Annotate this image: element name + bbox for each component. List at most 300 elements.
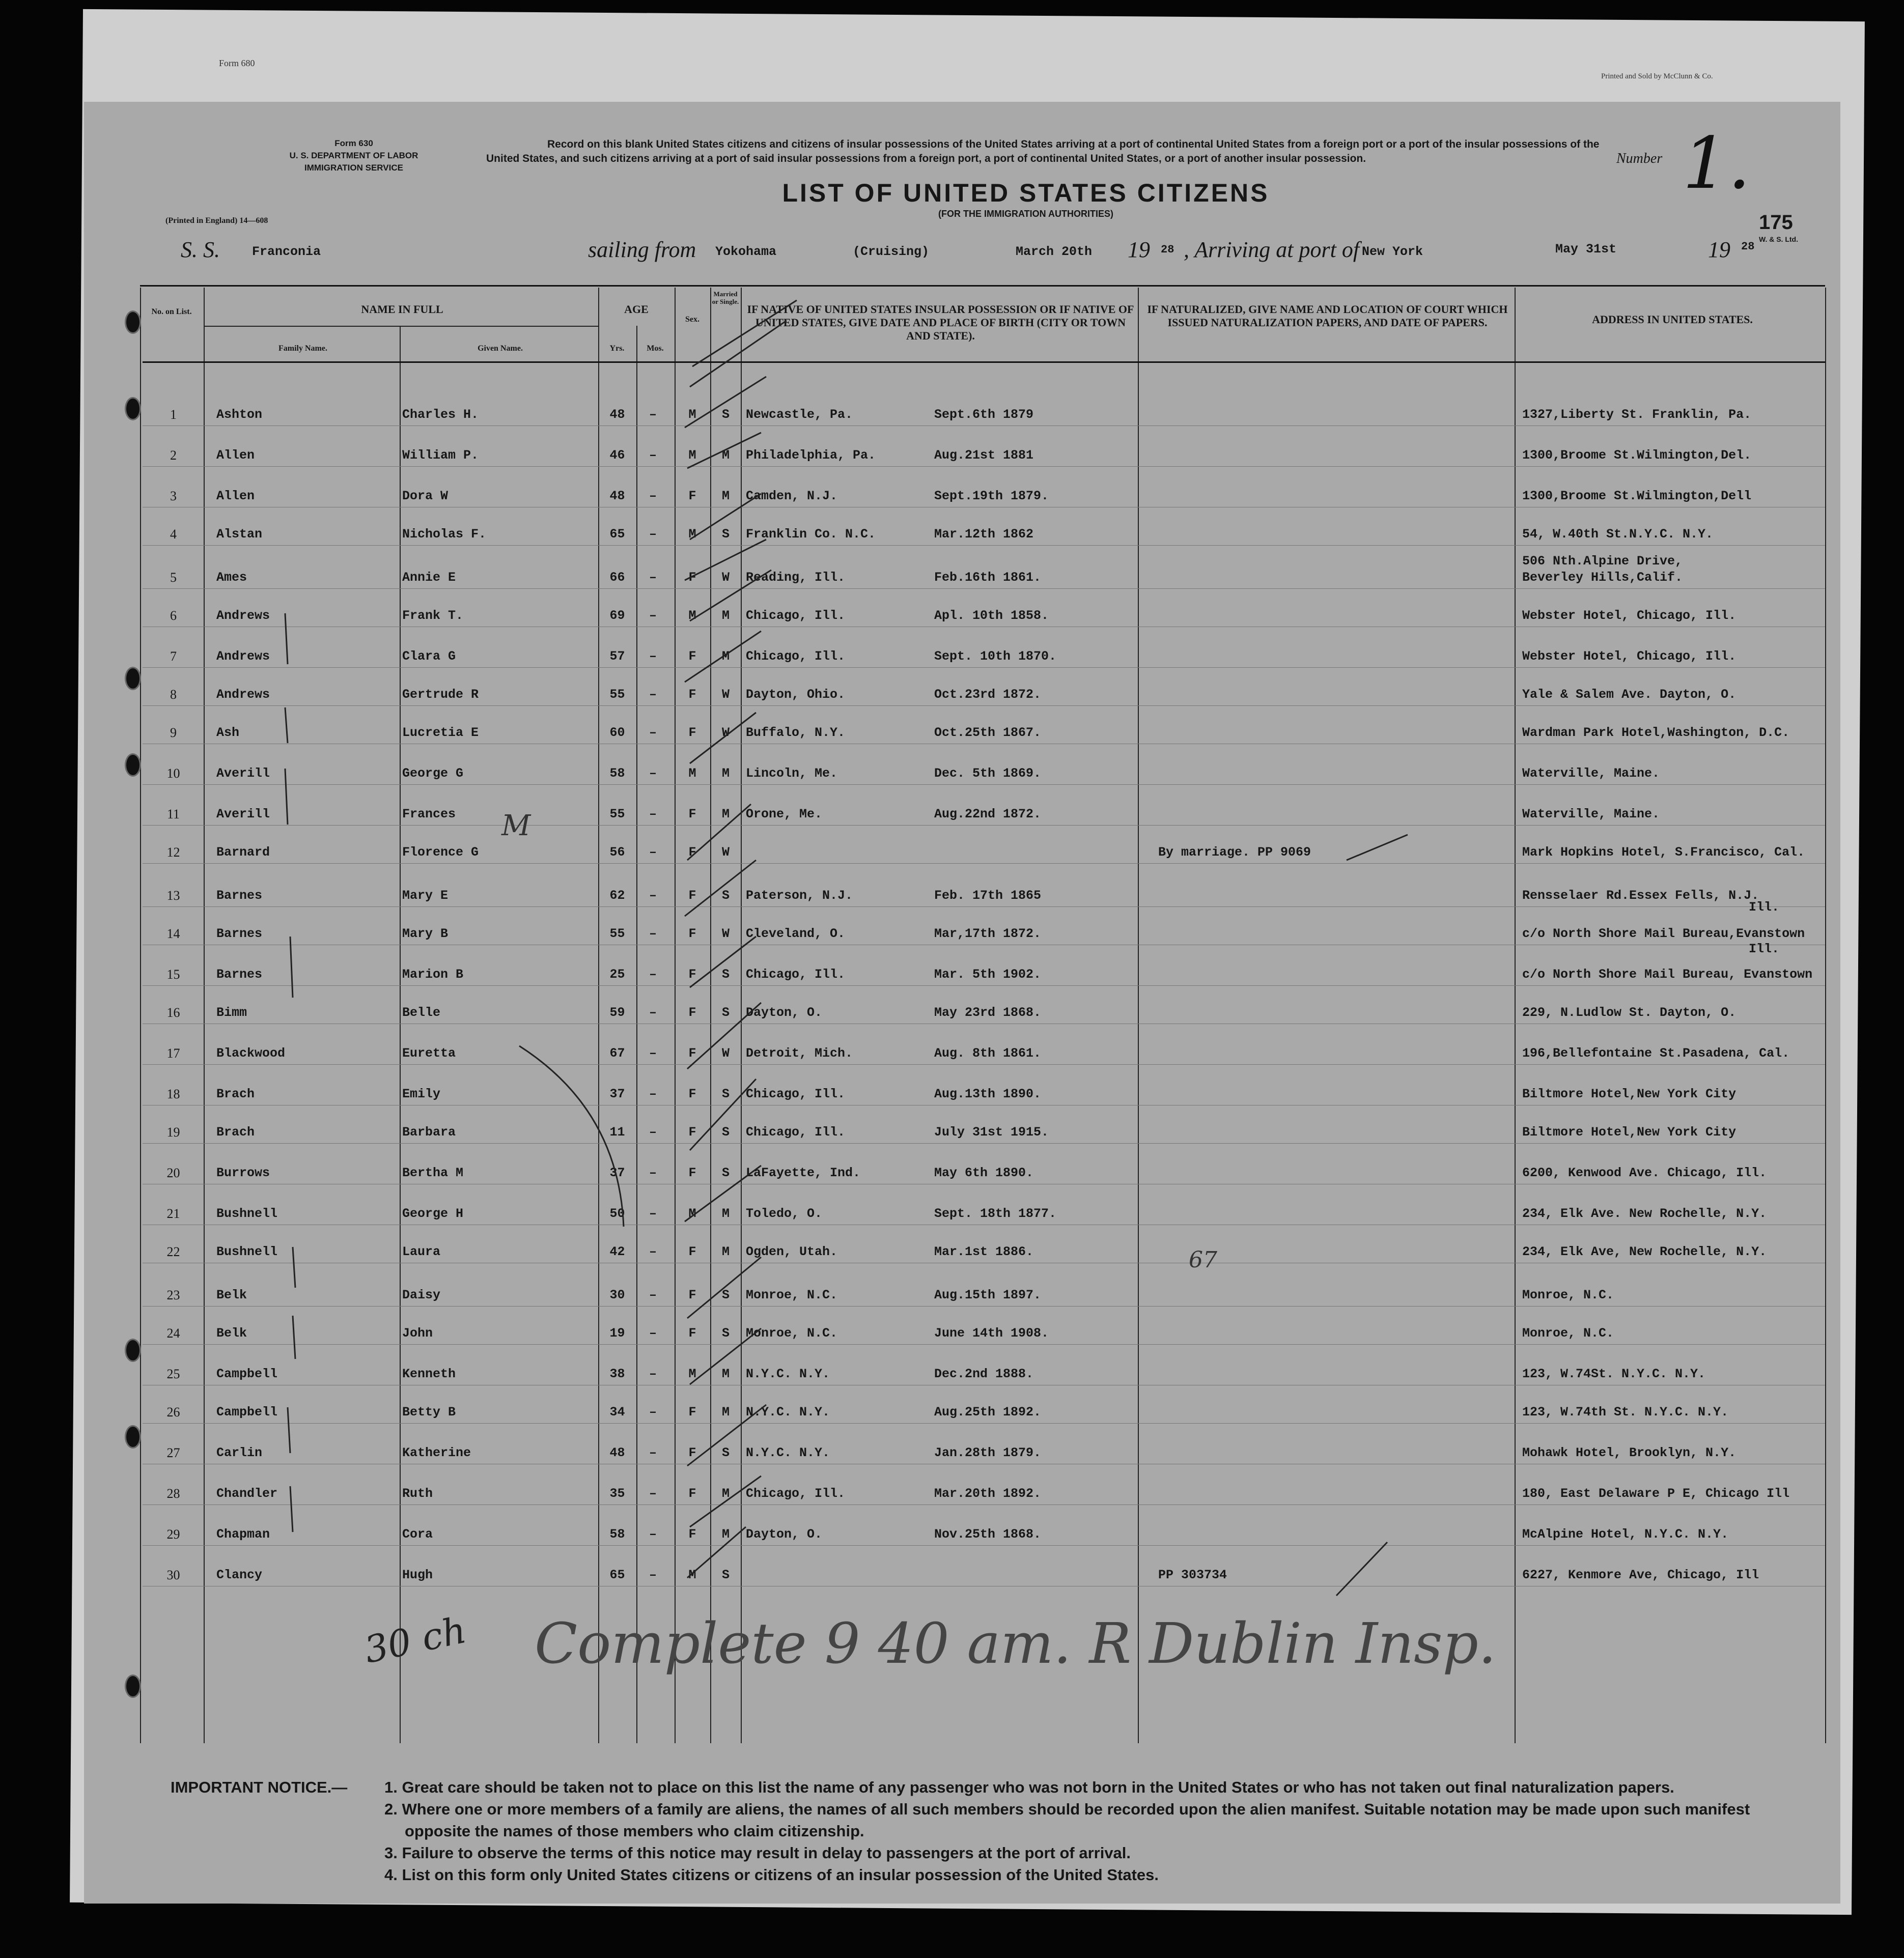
number-label: Number [1616,151,1663,166]
cell-age: 50 [609,1206,625,1221]
notice-label: IMPORTANT NOTICE.— [171,1778,348,1796]
col-sex-header: Sex. [685,315,699,324]
cell-addr: 123, W.74St. N.Y.C. N.Y. [1522,1367,1706,1381]
cell-addr: 1300,Broome St.Wilmington,Dell [1522,489,1752,503]
cell-age: 59 [609,1005,625,1020]
cell-family: Andrews [216,649,270,664]
cell-age: 65 [609,1568,625,1582]
cell-family: Blackwood [216,1046,286,1061]
cell-given: John [402,1326,433,1341]
cell-place: Chicago, Ill. [746,967,846,982]
cell-mos-mark: – [649,608,657,623]
cell-ms: S [721,1445,730,1460]
cell-mos-mark: – [649,725,657,740]
cell-ms: S [721,1568,730,1582]
cell-date: Mar. 5th 1902. [934,967,1042,982]
cell-given: Nicholas F. [402,527,487,542]
cell-place: Cleveland, O. [746,926,846,941]
cell-sex: F [688,1125,696,1140]
cell-age: 11 [609,1125,625,1140]
cell-family: Chapman [216,1527,270,1542]
cell-family: Brach [216,1087,255,1101]
cell-place: Chicago, Ill. [746,1486,846,1501]
binder-hole [125,753,141,777]
cell-no: 7 [170,649,177,664]
cell-no: 27 [166,1445,180,1460]
cell-family: Campbell [216,1367,278,1381]
cell-sex: F [688,845,696,860]
cell-age: 62 [609,888,625,903]
cell-mos-mark: – [649,1326,657,1341]
binder-hole [125,397,141,420]
cell-age: 56 [609,845,625,860]
cell-addr: c/o North Shore Mail Bureau, Evanstown [1522,967,1813,982]
cell-ms: S [721,1125,730,1140]
col-yrs-header: Yrs. [609,344,625,353]
manifest-sheet [84,72,1840,1904]
cell-sex: F [688,725,696,740]
cell-ms: W [721,570,730,585]
cell-addr: 229, N.Ludlow St. Dayton, O. [1522,1005,1737,1020]
cell-addr-line3: Ill. [1749,900,1780,915]
cell-place: N.Y.C. N.Y. [746,1445,830,1460]
cell-ms: M [721,766,730,781]
cell-place: Lincoln, Me. [746,766,838,781]
cell-sex: F [688,1445,696,1460]
col-married-header: Married or Single. [712,290,739,305]
cell-ms: M [721,1367,730,1381]
cell-place: Buffalo, N.Y. [746,725,846,740]
cell-age: 42 [609,1244,625,1259]
cell-given: Katherine [402,1445,471,1460]
cell-given: Gertrude R [402,687,479,702]
cell-ms: S [721,527,730,542]
cell-date: Sept. 10th 1870. [934,649,1057,664]
cell-no: 17 [166,1046,180,1061]
cell-mos-mark: – [649,1405,657,1420]
cell-age: 66 [609,570,625,585]
cell-age: 58 [609,1527,625,1542]
cell-ms: M [721,1206,730,1221]
cell-addr: Waterville, Maine. [1522,766,1660,781]
cell-addr-line2: Ill. [1749,942,1780,956]
cell-age: 65 [609,527,625,542]
cell-mos-mark: – [649,1125,657,1140]
cell-given: Belle [402,1005,441,1020]
sailing-from-label: sailing from [588,237,696,262]
cell-ms: M [721,807,730,821]
cell-mos-mark: – [649,570,657,585]
cell-addr: c/o North Shore Mail Bureau,Evanstown [1522,926,1805,941]
cell-sex: F [688,687,696,702]
col-given-header: Given Name. [478,344,523,353]
col-native-header: IF NATIVE OF UNITED STATES INSULAR POSSESSION OR IF NATIVE OF UNITED STATES, GIVE DATE AND PLACE OF BIRTH (CITY OR TOWN AND STATE). [747,303,1134,342]
cell-given: Daisy [402,1288,441,1302]
cell-given: Hugh [402,1568,433,1582]
cell-given: Marion B [402,967,464,982]
cell-place: LaFayette, Ind. [746,1166,861,1180]
cell-mos-mark: – [649,1087,657,1101]
cell-mos-mark: – [649,845,657,860]
cell-date: Mar.20th 1892. [934,1486,1042,1501]
cell-date: Mar.12th 1862 [934,527,1034,542]
cell-no: 26 [166,1405,180,1420]
cell-ms: S [721,1087,730,1101]
cell-no: 9 [170,725,177,740]
cell-age: 34 [609,1405,625,1420]
cell-no: 15 [166,967,180,982]
cell-ms: S [721,888,730,903]
cell-ms: M [721,1405,730,1420]
page-subtitle: (FOR THE IMMIGRATION AUTHORITIES) [938,209,1113,219]
cell-date: Feb.16th 1861. [934,570,1042,585]
cell-family: Bimm [216,1005,247,1020]
cell-family: Averill [216,807,270,821]
cell-age: 48 [609,489,625,503]
cell-addr: Webster Hotel, Chicago, Ill. [1522,608,1737,623]
cell-sex: F [688,1486,696,1501]
cell-place: Camden, N.J. [746,489,838,503]
cell-family: Ashton [216,407,263,422]
cell-age: 35 [609,1486,625,1501]
col-address-header: ADDRESS IN UNITED STATES. [1592,313,1753,326]
cell-sex: M [688,527,696,542]
cell-place: Chicago, Ill. [746,608,846,623]
printed-by: Printed and Sold by McClunn & Co. [1601,72,1713,80]
department-name: U. S. DEPARTMENT OF LABOR [289,151,418,160]
cell-place: Ogden, Utah. [746,1244,838,1259]
cell-given: Annie E [402,570,456,585]
cell-mos-mark: – [649,527,657,542]
cell-addr: Biltmore Hotel,New York City [1522,1125,1737,1140]
binder-hole [125,310,141,334]
cell-nat: PP 303734 [1158,1568,1227,1582]
cell-given: William P. [402,448,479,463]
cell-given: Cora [402,1527,433,1542]
notice-item-1: 1. Great care should be taken not to place on this list the name of any passenger who was not born in the United States or who has not taken out final naturalization papers. [384,1778,1674,1796]
cell-no: 13 [166,888,180,903]
important-notice [171,1776,1800,1886]
cell-date: May 6th 1890. [934,1166,1034,1180]
cell-date: Jan.28th 1879. [934,1445,1042,1460]
year-2: 28 [1741,240,1755,253]
cell-sex: F [688,1288,696,1302]
cell-no: 20 [166,1166,180,1180]
cell-mos-mark: – [649,766,657,781]
cell-given: Clara G [402,649,456,664]
ship-name: Franconia [252,244,321,259]
cell-sex: M [688,1206,696,1221]
cell-date: Dec. 5th 1869. [934,766,1042,781]
cell-sex: F [688,926,696,941]
printed-in-england: (Printed in England) 14—608 [165,216,268,225]
cell-family: Belk [216,1288,247,1302]
cell-given: Kenneth [402,1367,456,1381]
cell-place: Monroe, N.C. [746,1288,838,1302]
cell-age: 58 [609,766,625,781]
cell-sex: F [688,1087,696,1101]
cell-no: 14 [166,926,180,941]
cell-age: 60 [609,725,625,740]
cell-no: 22 [166,1244,180,1259]
cell-date: Apl. 10th 1858. [934,608,1049,623]
cell-addr: Beverley Hills,Calif. [1522,570,1683,585]
cell-family: Chandler [216,1486,278,1501]
cell-date: June 14th 1908. [934,1326,1049,1341]
cell-sex: F [688,1046,696,1061]
cell-family: Barnard [216,845,270,860]
cell-sex: M [688,608,696,623]
cell-addr: Rensselaer Rd.Essex Fells, N.J. [1522,888,1759,903]
cell-ms: W [721,687,730,702]
cell-no: 8 [170,687,177,702]
cell-addr: Webster Hotel, Chicago, Ill. [1522,649,1737,664]
cell-given: George H [402,1206,464,1221]
cell-date: Aug.21st 1881 [934,448,1034,463]
cell-place: Philadelphia, Pa. [746,448,876,463]
binder-hole [125,667,141,690]
handwritten-count: 30 ch [360,1608,470,1671]
cell-given: Ruth [402,1486,433,1501]
cell-family: Belk [216,1326,247,1341]
cell-mos-mark: – [649,967,657,982]
cell-addr: 196,Bellefontaine St.Pasadena, Cal. [1522,1046,1790,1061]
form-680-label: Form 680 [219,58,255,68]
cell-ms: S [721,407,730,422]
cell-ms: S [721,1166,730,1180]
cell-ms: M [721,1527,730,1542]
cell-family: Allen [216,489,255,503]
cell-mos-mark: – [649,1005,657,1020]
cell-mos-mark: – [649,1568,657,1582]
cell-mos-mark: – [649,448,657,463]
col-age-header: AGE [624,303,649,316]
page-count: 175 [1759,211,1793,234]
cell-date: Sept. 18th 1877. [934,1206,1057,1221]
cell-sex: F [688,1166,696,1180]
cell-date: Mar.1st 1886. [934,1244,1034,1259]
cell-ms: W [721,926,730,941]
cell-no: 3 [170,489,177,503]
cell-place: Monroe, N.C. [746,1326,838,1341]
col-no-header: No. on List. [151,307,192,316]
cell-given: Barbara [402,1125,456,1140]
cell-given: Emily [402,1087,441,1101]
cell-mos-mark: – [649,1527,657,1542]
cell-family: Burrows [216,1166,270,1180]
cell-no: 5 [170,570,177,585]
cell-sex: F [688,1405,696,1420]
cell-sex: F [688,570,696,585]
cell-place: Toledo, O. [746,1206,823,1221]
cell-sex: M [688,1568,696,1582]
handwritten-mark: M [501,809,531,842]
cell-ms: S [721,1326,730,1341]
cell-sex: M [688,1367,696,1381]
cell-date: Sept.6th 1879 [934,407,1034,422]
cell-family: Bushnell [216,1244,278,1259]
cell-no: 4 [170,527,177,542]
cell-given: George G [402,766,464,781]
cell-family: Clancy [216,1568,263,1582]
cell-no: 28 [166,1486,180,1501]
cell-mos-mark: – [649,649,657,664]
cell-ms: M [721,489,730,503]
cell-ms: W [721,1046,730,1061]
date-to: May 31st [1555,242,1617,257]
cell-addr: Wardman Park Hotel,Washington, D.C. [1522,725,1790,740]
cell-age: 37 [609,1166,625,1180]
cell-no: 24 [166,1326,180,1341]
cell-addr: 234, Elk Ave. New Rochelle, N.Y. [1522,1206,1767,1221]
check-marks [84,102,1840,1781]
year-1: 28 [1161,243,1174,256]
cell-date: Feb. 17th 1865 [934,888,1042,903]
cell-ms: W [721,845,730,860]
cell-age: 67 [609,1046,625,1061]
cell-place: Paterson, N.J. [746,888,853,903]
cell-date: Dec.2nd 1888. [934,1367,1034,1381]
cell-date: Mar,17th 1872. [934,926,1042,941]
cell-place: Reading, Ill. [746,570,846,585]
cell-given: Euretta [402,1046,456,1061]
cell-sex: F [688,1244,696,1259]
binder-hole [125,1425,141,1449]
cell-addr: Mohawk Hotel, Brooklyn, N.Y. [1522,1445,1737,1460]
cell-mos-mark: – [649,489,657,503]
cell-no: 16 [166,1005,180,1020]
cell-ms: S [721,1005,730,1020]
cell-place: Detroit, Mich. [746,1046,853,1061]
cell-age: 38 [609,1367,625,1381]
cell-addr: 1300,Broome St.Wilmington,Del. [1522,448,1752,463]
cell-place: Dayton, O. [746,1527,823,1542]
cell-age: 48 [609,1445,625,1460]
cell-place: Chicago, Ill. [746,649,846,664]
cell-addr: 234, Elk Ave, New Rochelle, N.Y. [1522,1244,1767,1259]
cell-date: Aug.15th 1897. [934,1288,1042,1302]
binder-hole [125,1339,141,1362]
cell-no: 12 [166,845,180,860]
cell-family: Alstan [216,527,263,542]
cell-addr: Mark Hopkins Hotel, S.Francisco, Cal. [1522,845,1805,860]
cell-family: Brach [216,1125,255,1140]
cell-ms: W [721,725,730,740]
cell-no: 10 [166,766,180,781]
cell-family: Andrews [216,608,270,623]
cell-addr: 54, W.40th St.N.Y.C. N.Y. [1522,527,1714,542]
cell-addr: Monroe, N.C. [1522,1326,1614,1341]
cell-place: Chicago, Ill. [746,1125,846,1140]
year-prefix-1: 19 [1128,237,1150,262]
cell-family: Barnes [216,926,263,941]
cell-place: Newcastle, Pa. [746,407,853,422]
cell-addr: Biltmore Hotel,New York City [1522,1087,1737,1101]
col-name-header: NAME IN FULL [361,303,443,316]
cell-family: Carlin [216,1445,263,1460]
cell-sex: F [688,967,696,982]
date-from: March 20th [1016,244,1093,259]
cell-no: 11 [166,807,180,821]
cell-date: Aug.22nd 1872. [934,807,1042,821]
cell-family: Campbell [216,1405,278,1420]
cell-given: Frank T. [402,608,464,623]
col-mos-header: Mos. [647,344,664,353]
cell-mos-mark: – [649,1046,657,1061]
cell-date: Nov.25th 1868. [934,1527,1042,1542]
cell-nat: By marriage. PP 9069 [1158,845,1311,860]
cell-sex: F [688,807,696,821]
cell-family: Barnes [216,967,263,982]
cell-sex: F [688,1326,696,1341]
cell-ms: S [721,967,730,982]
ss-label: S. S. [181,237,220,262]
cell-mos-mark: – [649,926,657,941]
cell-ms: S [721,1288,730,1302]
cell-place: Franklin Co. N.C. [746,527,876,542]
cell-sex: M [688,448,696,463]
cell-age: 69 [609,608,625,623]
cell-mos-mark: – [649,687,657,702]
cell-ms: M [721,1486,730,1501]
cell-mos-mark: – [649,1166,657,1180]
cell-date: July 31st 1915. [934,1125,1049,1140]
cell-addr: Waterville, Maine. [1522,807,1660,821]
cell-family: Allen [216,448,255,463]
cell-addr: 1327,Liberty St. Franklin, Pa. [1522,407,1752,422]
cell-no: 2 [170,448,177,463]
cell-given: Betty B [402,1405,456,1420]
cell-given: Lucretia E [402,725,479,740]
cell-given: Frances [402,807,456,821]
cell-addr: 123, W.74th St. N.Y.C. N.Y. [1522,1405,1729,1420]
cell-given: Laura [402,1244,441,1259]
cell-family: Ash [216,725,240,740]
cell-given: Florence G [402,845,479,860]
cell-addr: McAlpine Hotel, N.Y.C. N.Y. [1522,1527,1729,1542]
cell-age: 37 [609,1087,625,1101]
cell-addr-line2: 506 Nth.Alpine Drive, [1522,554,1683,569]
cell-date: Aug. 8th 1861. [934,1046,1042,1061]
notice-item-4: 4. List on this form only United States citizens or citizens of an insular possession of the United States. [384,1866,1159,1884]
cell-mos-mark: – [649,1244,657,1259]
cell-no: 21 [166,1206,180,1221]
port-from: Yokohama [715,244,777,259]
cell-addr: 6227, Kenmore Ave, Chicago, Ill [1522,1568,1759,1582]
cell-no: 6 [170,608,177,623]
cell-family: Averill [216,766,270,781]
cell-no: 1 [170,407,177,422]
cell-no: 25 [166,1367,180,1381]
cell-sex: M [688,766,696,781]
cell-sex: F [688,1005,696,1020]
cell-place: N.Y.C. N.Y. [746,1405,830,1420]
cruising-note: (Cruising) [853,244,930,259]
cell-place: Orone, Me. [746,807,823,821]
form-number: Form 630 [334,138,373,148]
cell-no: 23 [166,1288,180,1302]
cell-family: Barnes [216,888,263,903]
cell-no: 30 [166,1568,180,1582]
cell-sex: F [688,649,696,664]
cell-given: Bertha M [402,1166,464,1180]
col-family-header: Family Name. [278,344,327,353]
cell-family: Ames [216,570,247,585]
cell-date: Oct.25th 1867. [934,725,1042,740]
year-prefix-2: 19 [1708,237,1730,262]
cell-mos-mark: – [649,407,657,422]
cell-age: 30 [609,1288,625,1302]
